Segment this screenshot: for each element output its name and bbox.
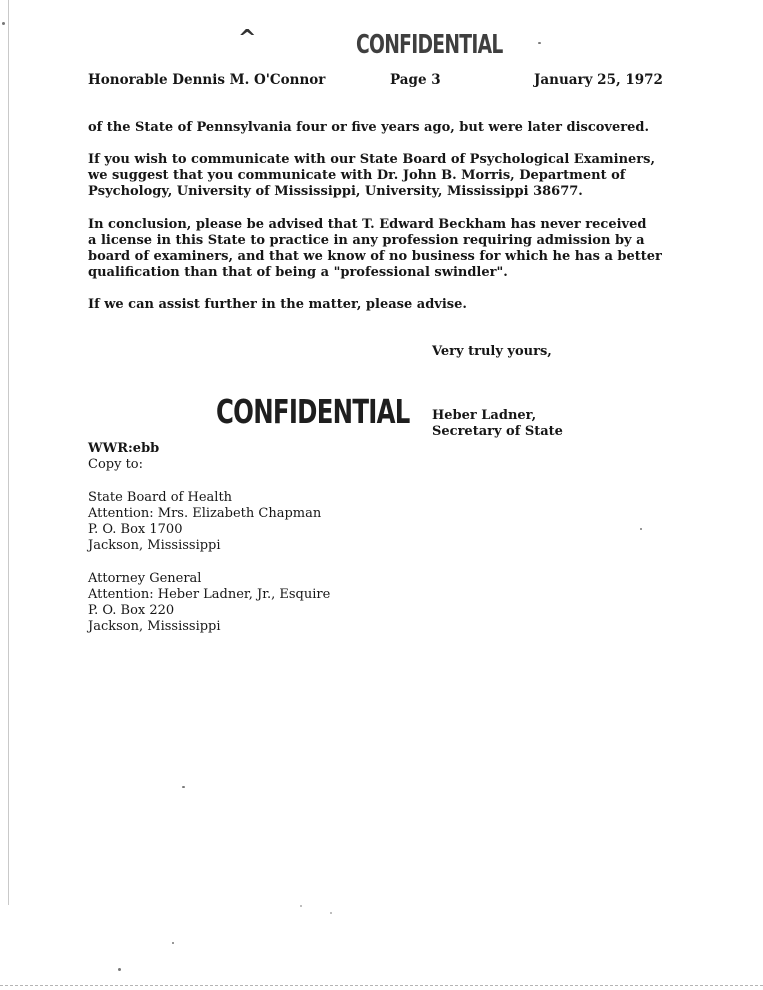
text-line: If you wish to communicate with our State Board of Psychological Examiners,	[88, 152, 655, 167]
copy-to-label: Copy to:	[88, 457, 144, 472]
scan-bottom-rule	[0, 985, 763, 987]
header-date: January 25, 1972	[534, 72, 663, 88]
reference-block	[88, 441, 159, 473]
scan-edge-line	[8, 0, 9, 905]
copy-recipient-health-board	[88, 490, 321, 554]
header-page-number: Page 3	[390, 72, 441, 88]
scan-speck	[330, 912, 332, 914]
address-line: P. O. Box 1700	[88, 522, 183, 537]
text-line: Psychology, University of Mississippi, University, Mississippi 38677.	[88, 184, 583, 199]
confidential-stamp-top: CONFIDENTIAL	[356, 30, 503, 60]
address-line: Attention: Mrs. Elizabeth Chapman	[88, 506, 322, 521]
address-line: Attention: Heber Ladner, Jr., Esquire	[88, 587, 331, 602]
copy-recipient-attorney-general	[88, 571, 330, 635]
signer-name: Heber Ladner,	[432, 408, 537, 423]
confidential-stamp-middle: CONFIDENTIAL	[216, 392, 410, 431]
text-line: If we can assist further in the matter, please advise.	[88, 297, 467, 312]
header-recipient: Honorable Dennis M. O'Connor	[88, 72, 326, 88]
scan-speck	[2, 22, 5, 25]
text-line: a license in this State to practice in any profession requiring admission by a	[88, 233, 645, 248]
paragraph-conclusion	[88, 217, 662, 281]
address-line: P. O. Box 220	[88, 603, 175, 618]
signature-block	[432, 408, 563, 440]
text-line: board of examiners, and that we know of no business for which he has a better	[88, 249, 662, 264]
signer-title: Secretary of State	[432, 424, 563, 439]
text-line: of the State of Pennsylvania four or five years ago, but were later discovered.	[88, 120, 649, 135]
scan-speck	[538, 42, 541, 44]
scan-speck	[172, 942, 174, 944]
address-line: State Board of Health	[88, 490, 233, 505]
scan-speck	[118, 968, 121, 971]
reference-initials: WWR:ebb	[88, 441, 160, 456]
paragraph-board-contact	[88, 152, 658, 200]
text-line: qualification than that of being a "professional swindler".	[88, 265, 508, 280]
scan-speck	[640, 528, 642, 530]
text-line: we suggest that you communicate with Dr. John B. Morris, Department of	[88, 168, 626, 183]
paragraph-continuation	[88, 120, 658, 136]
caret-mark-icon: ^	[238, 26, 257, 51]
address-line: Jackson, Mississippi	[88, 538, 221, 553]
address-line: Jackson, Mississippi	[88, 619, 221, 634]
address-line: Attorney General	[88, 571, 202, 586]
text-line: In conclusion, please be advised that T. Edward Beckham has never received	[88, 217, 647, 232]
scan-speck	[182, 786, 185, 788]
closing-salutation: Very truly yours,	[432, 344, 552, 359]
paragraph-assistance	[88, 297, 658, 313]
scan-speck	[300, 905, 302, 907]
